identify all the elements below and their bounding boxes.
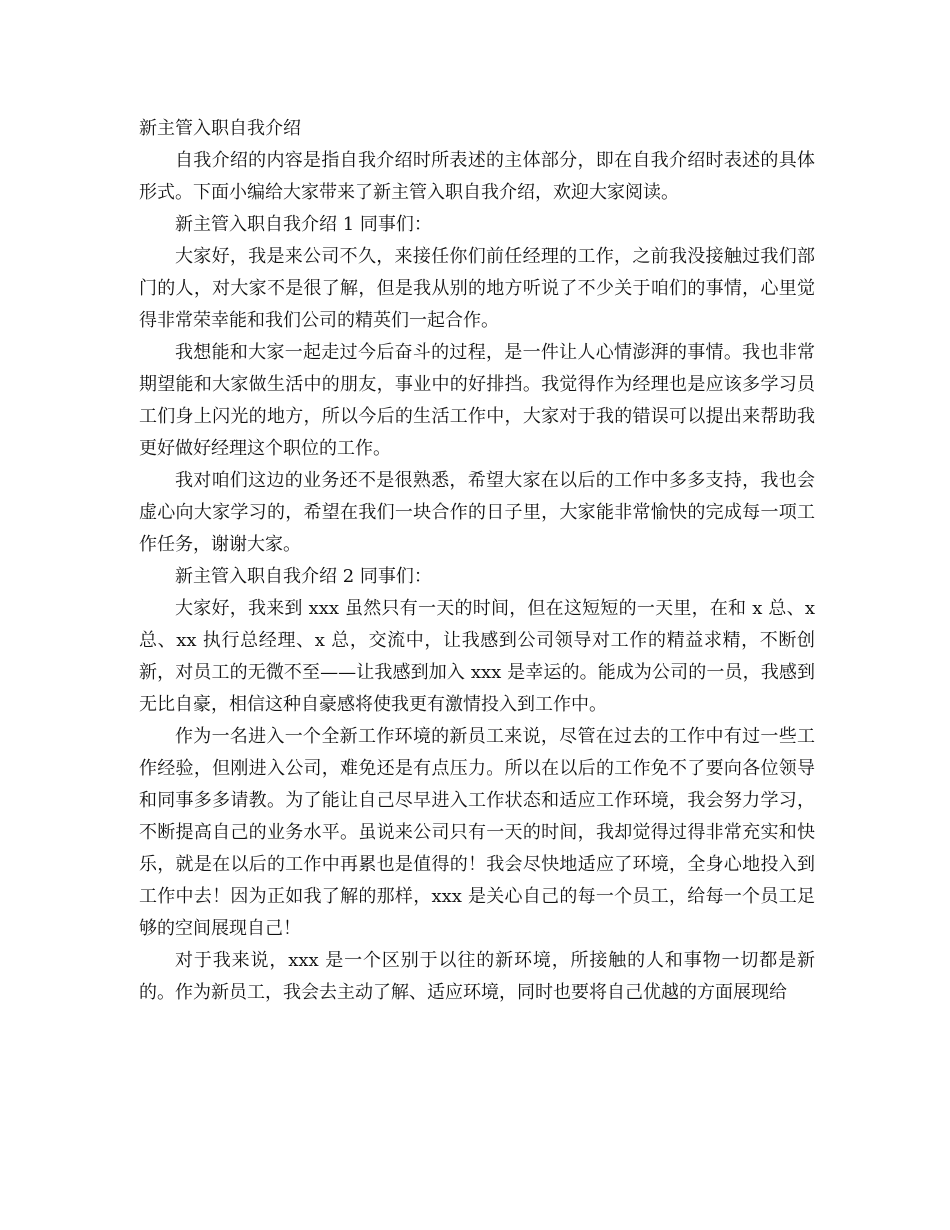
paragraph-2c: 对于我来说，xxx 是一个区别于以往的新环境，所接触的人和事物一切都是新的。作为新员工，我会去主动了解、适应环境，同时也要将自己优越的方面展现给 xyxy=(139,950,815,1003)
paragraph-1c: 我对咱们这边的业务还不是很熟悉，希望大家在以后的工作中多多支持，我也会虚心向大家学习的，希望在我们一块合作的日子里，大家能非常愉快的完成每一项工作任务，谢谢大家。 xyxy=(139,470,815,555)
document-title: 新主管入职自我介绍 xyxy=(139,118,301,139)
document-body xyxy=(139,113,815,1009)
paragraph-2b: 作为一名进入一个全新工作环境的新员工来说，尽管在过去的工作中有过一些工作经验，但刚进入公司，难免还是有点压力。所以在以后的工作免不了要向各位领导和同事多多请教。为了能让自己尽早进入工作状态和适应工作环境，我会努力学习，不断提高自己的业务水平。虽说来公司只有一天的时间，我却觉得过得非常充实和快乐，就是在以后的工作中再累也是值得的！我会尽快地适应了环境，全身心地投入到工作中去！因为正如我了解的那样，xxx 是关心自己的每一个员工，给每一个员工足够的空间展现自己！ xyxy=(139,726,815,939)
paragraph-1a: 大家好，我是来公司不久，来接任你们前任经理的工作，之前我没接触过我们部门的人，对大家不是很了解，但是我从别的地方听说了不少关于咱们的事情，心里觉得非常荣幸能和我们公司的精英们一起合作。 xyxy=(139,246,815,331)
paragraph-2a: 大家好，我来到 xxx 虽然只有一天的时间，但在这短短的一天里，在和 x 总、x 总、xx 执行总经理、x 总，交流中，让我感到公司领导对工作的精益求精，不断创新，对员工的无微不至——让我感到加入 xxx 是幸运的。能成为公司的一员，我感到无比自豪，相信这种自豪感将使我更有激情投入到工作中。 xyxy=(139,598,815,715)
section-heading-1: 新主管入职自我介绍 1 同事们： xyxy=(175,214,432,235)
paragraph-intro: 自我介绍的内容是指自我介绍时所表述的主体部分，即在自我介绍时表述的具体形式。下面小编给大家带来了新主管入职自我介绍，欢迎大家阅读。 xyxy=(139,150,815,203)
paragraph-1b: 我想能和大家一起走过今后奋斗的过程，是一件让人心情澎湃的事情。我也非常期望能和大家做生活中的朋友，事业中的好排挡。我觉得作为经理也是应该多学习员工们身上闪光的地方，所以今后的生活工作中，大家对于我的错误可以提出来帮助我更好做好经理这个职位的工作。 xyxy=(139,342,815,459)
section-heading-2: 新主管入职自我介绍 2 同事们： xyxy=(175,566,432,587)
